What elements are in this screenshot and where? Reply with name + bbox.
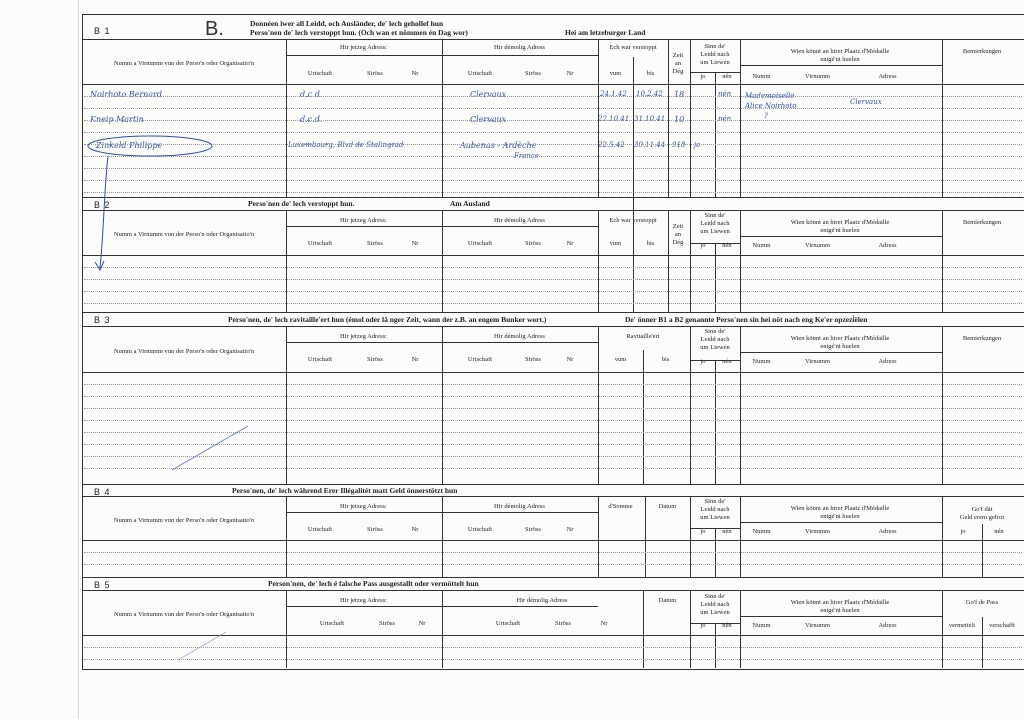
b1-row1-name: Noirhoto Bernard: [90, 90, 163, 99]
b4-col-stross: Ströss: [367, 526, 383, 533]
b1-col-from: vum: [609, 70, 622, 77]
b2-col-hidden: Ech war verstoppt: [609, 217, 657, 224]
b2-col-stross: Ströss: [367, 240, 383, 247]
b1-col-medal-1: Wien könnt an hirer Plaatz d'Médaille: [790, 48, 890, 55]
b4-col-sinn-3: um Liewen: [700, 514, 730, 521]
b1-col-zeit-1: Zeit: [672, 52, 684, 59]
b1-col-stross: Ströss: [367, 70, 383, 77]
section-b2-id: B 2: [94, 200, 111, 210]
b4-col-geld-1: Go'f dät: [971, 506, 993, 513]
b5-col-nr: Nr: [418, 620, 426, 627]
b4-col-virnumm: Virnumm: [805, 528, 830, 535]
b4-col-geld-yes: jo: [960, 528, 966, 535]
b1-row3-name: Zinkeld Philippe: [96, 141, 163, 150]
b3-col-adress: Adress: [878, 358, 897, 365]
b3-col-no: nén: [722, 358, 732, 365]
b2-col-ort: Urtschaft: [307, 240, 333, 247]
b5-col-stross-2: Ströss: [555, 620, 571, 627]
b3-col-current-address: Hir jetzeg Adress:: [340, 333, 387, 340]
section-b1-big-letter: B.: [205, 18, 224, 40]
b3-col-sinn-2: Leidd nach: [700, 336, 730, 343]
b1-col-numm: Numm: [752, 73, 771, 80]
b4-col-current-address: Hir jetzeg Adress:: [340, 503, 387, 510]
b2-col-numm: Numm: [752, 242, 771, 249]
b3-col-name: Numm a Virnumm vun der Perso'n oder Organisatio'n: [113, 348, 255, 355]
b4-col-medal-2: entgé'nt huelen: [820, 513, 860, 520]
b1-col-zeit-3: Dég: [672, 68, 684, 75]
b1-row2-former: Clervaux: [470, 115, 507, 124]
b1-row1-medal-name: Mademoiselle: [745, 92, 795, 100]
b2-col-nr: Nr: [411, 240, 419, 247]
b2-col-remarks: Bemierkungen: [962, 219, 1002, 226]
b3-col-nr: Nr: [411, 356, 419, 363]
b3-col-virnumm: Virnumm: [805, 358, 830, 365]
b1-col-nr: Nr: [411, 70, 419, 77]
b4-col-name: Numm a Virnumm vun der Perso'n oder Organisatio'n: [113, 517, 255, 524]
b1-row3-days: 918: [672, 141, 686, 149]
b1-row3-ort: Luxembourg, Blvd de Stalingrad: [288, 141, 404, 149]
b2-col-no: nén: [722, 242, 732, 249]
b5-col-ort-2: Urtschaft: [495, 620, 521, 627]
b5-col-sinn-2: Leidd nach: [700, 601, 730, 608]
b3-col-from: vum: [614, 356, 627, 363]
b1-row1-medal-first: Alice Noirhoto: [745, 102, 797, 110]
b3-col-medal-2: entgé'nt huelen: [820, 343, 860, 350]
b2-col-ort-2: Urtschaft: [467, 240, 493, 247]
b4-col-no: nén: [722, 528, 732, 535]
b2-col-name: Numm a Virnumm vun der Perso'n oder Organisatio'n: [113, 231, 255, 238]
b1-row1-from: 24.1.42: [600, 90, 627, 98]
b1-row2-alive: nén: [718, 115, 732, 123]
b3-col-numm: Numm: [752, 358, 771, 365]
b1-col-current-address: Hir jetzeg Adress:: [340, 44, 387, 51]
b2-col-to: bis: [646, 240, 655, 247]
b1-row1-medal-addr: Clervaux: [850, 98, 882, 106]
b1-col-zeit-2: an: [674, 60, 682, 67]
b3-col-stross: Ströss: [367, 356, 383, 363]
b3-col-to: bis: [661, 356, 670, 363]
section-b1-title-1: Donnéen iwer all Leidd, och Ausländer, de' lech gehollef hun: [250, 19, 444, 28]
section-b4-title: Perso'nen, de' lech während Erer Illégalitét matt Geld önnerstötzt hun: [232, 486, 458, 495]
b4-col-ort: Urtschaft: [307, 526, 333, 533]
b4-col-geld-2: Geld erem gefrot: [959, 514, 1005, 521]
b5-col-yes: jo: [700, 622, 706, 629]
section-b2-title-right: Am Ausland: [450, 199, 490, 208]
b5-col-nr-2: Nr: [600, 620, 608, 627]
b1-col-stross-2: Ströss: [525, 70, 541, 77]
b5-col-medal-1: Wien könnt an hirer Plaatz d'Médaille: [790, 599, 890, 606]
b2-col-sinn-2: Leidd nach: [700, 220, 730, 227]
b3-col-sinn-1: Sinn de': [704, 328, 726, 335]
b5-col-stross: Ströss: [379, 620, 395, 627]
b3-col-former-address: Hir démolig Adress: [494, 333, 545, 340]
b5-col-pass: Go'f de Pass: [965, 599, 999, 606]
b5-col-medal-2: entgé'nt huelen: [820, 607, 860, 614]
b4-col-nr-2: Nr: [566, 526, 574, 533]
b4-col-former-address: Hir démolig Adress: [494, 503, 545, 510]
b4-col-yes: jo: [700, 528, 706, 535]
b4-col-medal-1: Wien könnt an hirer Plaatz d'Médaille: [790, 505, 890, 512]
b1-row2-name: Kneip Martin: [90, 115, 144, 124]
b2-col-medal-1: Wien könnt an hirer Plaatz d'Médaille: [790, 219, 890, 226]
strike-line-b3: [172, 426, 248, 470]
b1-col-ort: Urtschaft: [307, 70, 333, 77]
b4-col-somme: d'Somme: [608, 503, 633, 510]
b1-row2-ort: d.c.d.: [300, 115, 323, 124]
b2-col-medal-2: entgé'nt huelen: [820, 227, 860, 234]
section-b5-title: Person'nen, de' lech é falsche Pass ausgestallt oder vermöttelt hun: [268, 579, 479, 588]
b2-col-sinn-3: um Liewen: [700, 228, 730, 235]
b2-col-nr-2: Nr: [566, 240, 574, 247]
b5-col-datum: Datum: [658, 597, 677, 604]
b2-col-former-address: Hir démolig Adress: [494, 217, 545, 224]
section-b3-title-right: De' önner B1 a B2 genannte Perso'nen sin hei nöt nach eng Ke'er opzezi̇ëlen: [625, 315, 868, 324]
b1-col-sinn-2: Leidd nach: [700, 51, 730, 58]
b2-col-zeit-1: Zeit: [672, 223, 684, 230]
b4-col-ort-2: Urtschaft: [467, 526, 493, 533]
section-b2-title: Perso'nen de' lech verstoppt hun.: [248, 199, 355, 208]
b2-col-from: vum: [609, 240, 622, 247]
strike-line-b5: [178, 632, 226, 660]
b1-row2-days: 10: [674, 115, 685, 124]
b1-row3-from: 22.5.42: [598, 141, 625, 149]
b1-col-sinn-1: Sinn de': [704, 43, 726, 50]
b1-row3-former2: France: [514, 152, 539, 160]
b1-row2-to: 31.10.41: [634, 115, 666, 123]
b1-col-nr-2: Nr: [566, 70, 574, 77]
b5-col-verschafft: verschafft: [989, 622, 1015, 629]
b4-col-numm: Numm: [752, 528, 771, 535]
b5-col-ort: Urtschaft: [319, 620, 345, 627]
b5-col-no: nén: [722, 622, 732, 629]
b1-row1-days: 18: [674, 90, 685, 99]
b5-col-numm: Numm: [752, 622, 771, 629]
section-b1-title-2: Perso'nen de' lech verstoppt hun. (Och wan et nömmen én Dag wor): [250, 28, 468, 37]
b2-col-stross-2: Ströss: [525, 240, 541, 247]
b1-col-ort-2: Urtschaft: [467, 70, 493, 77]
b2-col-adress: Adress: [878, 242, 897, 249]
b1-row1-former: Clervaux: [470, 90, 507, 99]
b1-col-former-address: Hir démolig Adress: [494, 44, 545, 51]
b4-col-sinn-1: Sinn de': [704, 498, 726, 505]
b1-col-virnumm: Virnumm: [805, 73, 830, 80]
arrow-head-mark: [95, 261, 104, 270]
b2-col-zeit-3: Dég: [672, 239, 684, 246]
b1-row1-medal-extra: ?: [764, 112, 768, 120]
b2-col-sinn-1: Sinn de': [704, 212, 726, 219]
b4-col-geld-no: nén: [994, 528, 1004, 535]
b5-col-adress: Adress: [878, 622, 897, 629]
section-b1-title-right: Hei am letzeburger Land: [565, 28, 646, 37]
b5-col-sinn-3: um Liewen: [700, 609, 730, 616]
b4-col-stross-2: Ströss: [525, 526, 541, 533]
b3-col-yes: jo: [700, 358, 706, 365]
b3-col-ort: Urtschaft: [307, 356, 333, 363]
section-b5-id: B 5: [94, 580, 111, 590]
section-b3-id: B 3: [94, 315, 111, 325]
b5-col-current-address: Hir jetzeg Adress:: [340, 597, 387, 604]
b1-col-adress: Adress: [878, 73, 897, 80]
b1-row1-to: 10.2.42: [636, 90, 663, 98]
b3-col-remarks: Bemierkungen: [962, 335, 1002, 342]
b1-col-hidden: Ech war verstoppt: [609, 44, 657, 51]
b1-row2-from: 22.10.41: [598, 115, 630, 123]
b1-col-remarks: Bemierkungen: [962, 48, 1002, 55]
b1-row3-to: 30.11.44: [634, 141, 666, 149]
b3-col-ort-2: Urtschaft: [467, 356, 493, 363]
b4-col-sinn-2: Leidd nach: [700, 506, 730, 513]
b1-row1-ort: d.c.d.: [300, 90, 323, 99]
b1-col-no: nén: [722, 73, 732, 80]
b5-col-virnumm: Virnumm: [805, 622, 830, 629]
section-b3-title: Perso'nen, de' lech ravitaille'ert hun (émol oder lä nger Zeit, wann der z.B. an engem Bunker wort.): [228, 315, 547, 324]
b2-col-current-address: Hir jetzeg Adress:: [340, 217, 387, 224]
b3-col-ravit: Ravitaille'ert: [626, 333, 660, 340]
b5-col-former-address: Hir démolig Adress: [516, 597, 568, 604]
b1-row1-alive: nén: [718, 90, 732, 98]
b3-col-nr-2: Nr: [566, 356, 574, 363]
b1-col-to: bis: [646, 70, 655, 77]
section-b1-id: B 1: [94, 26, 111, 36]
name-circle-mark: [88, 136, 212, 156]
b4-col-nr: Nr: [411, 526, 419, 533]
b1-col-yes: jo: [700, 73, 706, 80]
b2-col-yes: jo: [700, 242, 706, 249]
b5-col-sinn-1: Sinn de': [704, 593, 726, 600]
b1-row3-alive: jo: [694, 141, 701, 149]
b5-col-name: Numm a Virnumm vun der Perso'n oder Organisatio'n: [113, 611, 255, 618]
b3-col-sinn-3: um Liewen: [700, 344, 730, 351]
b3-col-medal-1: Wien könnt an hirer Plaatz d'Médaille: [790, 335, 890, 342]
b2-col-virnumm: Virnumm: [805, 242, 830, 249]
b1-col-medal-2: entgé'nt huelen: [820, 56, 860, 63]
b1-col-name: Numm a Virnumm vun der Perso'n oder Organisatio'n: [113, 60, 255, 67]
section-b4-id: B 4: [94, 487, 111, 497]
arrow-line-mark: [100, 156, 108, 268]
b2-col-zeit-2: an: [674, 231, 682, 238]
b1-col-sinn-3: um Liewen: [700, 59, 730, 66]
b4-col-adress: Adress: [878, 528, 897, 535]
b1-row3-former: Aubenas - Ardèche: [460, 141, 537, 150]
b3-col-stross-2: Ströss: [525, 356, 541, 363]
b4-col-datum: Datum: [658, 503, 677, 510]
b5-col-vermettelt: vermettelt: [948, 622, 976, 629]
